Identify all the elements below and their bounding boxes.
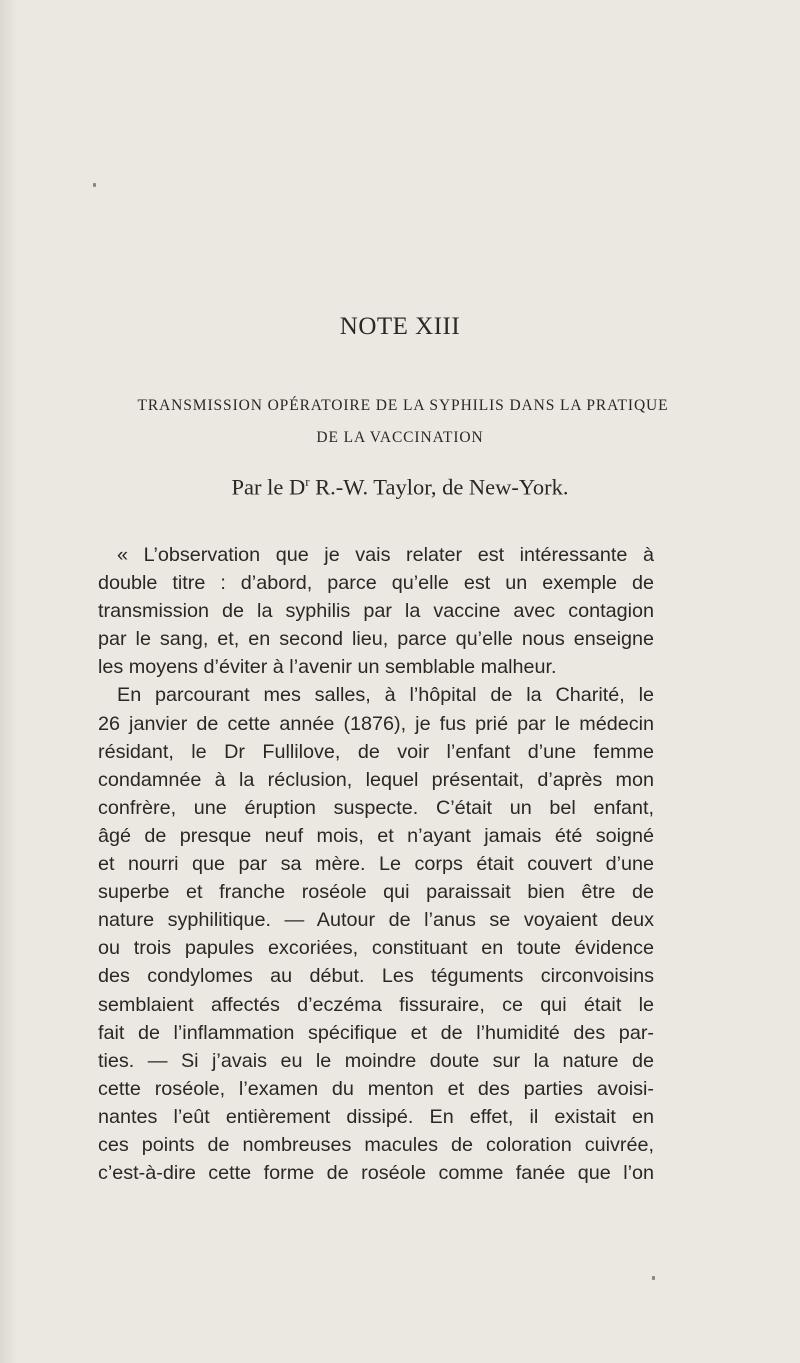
body-text xyxy=(98,541,654,1187)
text-line: nantes l’eût entièrement dissipé. En effet, il existait en xyxy=(98,1105,654,1128)
text-line: condamnée à la réclusion, lequel présentait, d’après mon xyxy=(98,768,654,791)
subtitle-line-2: DE LA VACCINATION xyxy=(316,429,484,446)
text-line: transmission de la syphilis par la vaccine avec contagion xyxy=(98,600,654,623)
text-line: nature syphilitique. — Autour de l’anus se voyaient deux xyxy=(98,909,654,932)
text-line: ties. — Si j’avais eu le moindre doute sur la nature de xyxy=(98,1049,654,1072)
ink-speck xyxy=(652,1276,655,1280)
text-line: cette roséole, l’examen du menton et des parties avoisi- xyxy=(98,1077,654,1100)
text-line: et nourri que par sa mère. Le corps était couvert d’une xyxy=(98,853,654,876)
text-line: résidant, le Dr Fullilove, de voir l’enfant d’une femme xyxy=(98,740,654,763)
text-line: double titre : d’abord, parce qu’elle est un exemple de xyxy=(98,572,654,595)
text-line: confrère, une éruption suspecte. C’était un bel enfant, xyxy=(98,796,654,819)
text-line: ces points de nombreuses macules de coloration cuivrée, xyxy=(98,1133,654,1156)
text-line: c’est-à-dire cette forme de roséole comme fanée que l’on xyxy=(98,1162,654,1185)
text-line: superbe et franche roséole qui paraissait bien être de xyxy=(98,881,654,904)
ink-speck xyxy=(93,183,96,187)
byline-prefix: Par le D xyxy=(231,474,306,500)
text-line: 26 janvier de cette année (1876), je fus prié par le médecin xyxy=(98,712,654,735)
subtitle-line-1: TRANSMISSION OPÉRATOIRE DE LA SYPHILIS DANS LA PRATIQUE xyxy=(137,397,669,414)
text-line: par le sang, et, en second lieu, parce qu’elle nous enseigne xyxy=(98,628,654,651)
text-line: « L’observation que je vais relater est intéressante à xyxy=(117,544,654,566)
note-title: NOTE XIII xyxy=(339,313,461,340)
page-edge-shadow xyxy=(0,0,18,1363)
text-line: fait de l’inflammation spécifique et de l’humidité des par- xyxy=(98,1021,654,1044)
text-line: En parcourant mes salles, à l’hôpital de la Charité, le xyxy=(117,684,654,707)
text-line: âgé de presque neuf mois, et n’ayant jamais été soigné xyxy=(98,824,654,847)
text-line: semblaient affectés d’eczéma fissuraire, ce qui était le xyxy=(98,993,654,1016)
text-line: ou trois papules excoriées, constituant en toute évidence xyxy=(98,937,654,960)
byline-author: R.-W. Taylor, de New-York. xyxy=(309,474,569,500)
text-line: des condylomes au début. Les téguments circonvoisins xyxy=(98,965,654,988)
byline-superscript: r xyxy=(305,474,310,489)
author-byline xyxy=(0,474,800,501)
text-line: les moyens d’éviter à l’avenir un semblable malheur. xyxy=(98,656,557,679)
